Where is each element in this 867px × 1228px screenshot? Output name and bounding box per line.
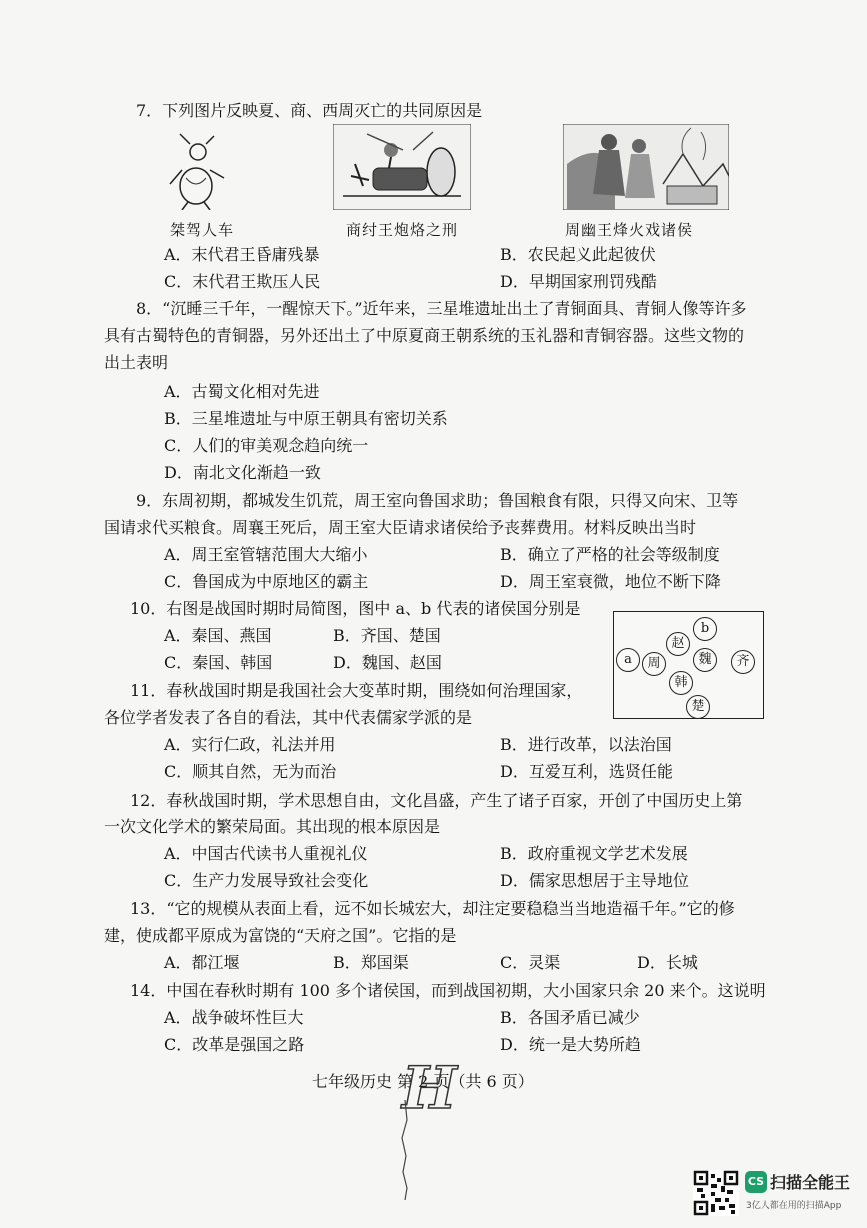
map-state-wei: 魏: [693, 648, 717, 672]
q8-option-c: C．人们的审美观念趋向统一: [164, 436, 369, 455]
q12-stem-line-1: 12．春秋战国时期，学术思想自由，文化昌盛，产生了诸子百家，开创了中国历史上第: [130, 791, 743, 810]
q14-stem: 14．中国在春秋时期有 100 多个诸侯国，而到战国初期，大小国家只余 20 来个。这说明: [130, 981, 766, 1000]
map-state-zhou: 周: [642, 652, 666, 676]
paoluo-punishment-image: [333, 124, 471, 210]
q12-option-d: D．儒家思想居于主导地位: [500, 871, 689, 890]
q12-option-a: A．中国古代读书人重视礼仪: [164, 844, 368, 863]
scanner-tagline: 3亿人都在用的扫描App: [746, 1201, 842, 1211]
q13-stem-line-1: 13．“它的规模从表面上看，远不如长城宏大，却注定要稳稳当当地造福千年。”它的修: [130, 899, 735, 918]
camscanner-logo-icon: CS: [745, 1171, 767, 1193]
map-state-chu: 楚: [686, 695, 710, 719]
q9-stem-line-1: 9．东周初期，都城发生饥荒，周王室向鲁国求助；鲁国粮食有限，只得又向宋、卫等: [136, 491, 739, 510]
q13-stem-line-2: 建，使成都平原成为富饶的“天府之国”。它指的是: [104, 926, 457, 945]
q13-option-c: C．灵渠: [500, 953, 561, 972]
map-state-b: b: [693, 617, 717, 641]
q7-caption-1: 桀驾人车: [170, 221, 235, 239]
jie-chariot-image: [160, 128, 232, 210]
q11-option-d: D．互爱互利，选贤任能: [500, 762, 673, 781]
q7-option-c: C．末代君王欺压人民: [164, 272, 321, 291]
q11-stem-line-1: 11．春秋战国时期是我国社会大变革时期，围绕如何治理国家，: [130, 681, 583, 700]
paper-crease-mark: [395, 1100, 415, 1200]
watermark-letter: H: [402, 1054, 457, 1122]
q13-option-d: D．长城: [637, 953, 698, 972]
qr-code-icon: [693, 1170, 739, 1216]
q7-option-a: A．末代君王昏庸残暴: [164, 245, 320, 264]
q8-option-a: A．古蜀文化相对先进: [164, 382, 320, 401]
q8-stem-line-1: 8．“沉睡三千年，一醒惊天下。”近年来，三星堆遗址出土了青铜面具、青铜人像等许多: [136, 299, 747, 318]
map-state-han: 韩: [669, 671, 693, 695]
q10-option-a: A．秦国、燕国: [164, 626, 272, 645]
q9-option-b: B．确立了严格的社会等级制度: [500, 545, 720, 564]
q8-stem-line-2: 具有古蜀特色的青铜器，另外还出土了中原夏商王朝系统的玉礼器和青铜容器。这些文物的: [104, 326, 745, 345]
q14-option-c: C．改革是强国之路: [164, 1035, 305, 1054]
q14-option-b: B．各国矛盾已减少: [500, 1008, 640, 1027]
warring-states-map: [613, 611, 764, 719]
q11-option-a: A．实行仁政，礼法并用: [164, 735, 336, 754]
scanner-brand: 扫描全能王: [770, 1173, 851, 1192]
q10-option-b: B．齐国、楚国: [333, 626, 441, 645]
q11-stem-line-2: 各位学者发表了各自的看法，其中代表儒家学派的是: [104, 708, 473, 727]
q13-option-b: B．郑国渠: [333, 953, 409, 972]
beacon-fire-image: [563, 124, 729, 210]
q7-option-d: D．早期国家刑罚残酷: [500, 272, 657, 291]
q11-option-b: B．进行改革，以法治国: [500, 735, 672, 754]
q9-option-a: A．周王室管辖范围大大缩小: [164, 545, 368, 564]
q10-option-c: C．秦国、韩国: [164, 653, 273, 672]
map-state-zhao: 赵: [666, 632, 690, 656]
q10-option-d: D．魏国、赵国: [333, 653, 442, 672]
q8-option-d: D．南北文化渐趋一致: [164, 463, 321, 482]
page-footer: 七年级历史 第 2 页（共 6 页）: [312, 1072, 534, 1091]
q7-caption-3: 周幽王烽火戏诸侯: [565, 221, 694, 239]
q7-stem: 7．下列图片反映夏、商、西周灭亡的共同原因是: [136, 101, 483, 120]
map-state-qi: 齐: [731, 650, 755, 674]
q14-option-d: D．统一是大势所趋: [500, 1035, 641, 1054]
q9-stem-line-2: 国请求代买粮食。周襄王死后，周王室大臣请求诸侯给予丧葬费用。材料反映出当时: [104, 518, 697, 537]
q8-option-b: B．三星堆遗址与中原王朝具有密切关系: [164, 409, 448, 428]
q8-stem-line-3: 出土表明: [104, 353, 169, 372]
q7-caption-2: 商纣王炮烙之刑: [346, 221, 459, 239]
q9-option-c: C．鲁国成为中原地区的霸主: [164, 572, 369, 591]
q12-option-c: C．生产力发展导致社会变化: [164, 871, 369, 890]
q10-stem: 10．右图是战国时期时局简图，图中 a、b 代表的诸侯国分别是: [130, 599, 581, 618]
q12-stem-line-2: 一次文化学术的繁荣局面。其出现的根本原因是: [104, 817, 441, 836]
q14-option-a: A．战争破坏性巨大: [164, 1008, 304, 1027]
q13-option-a: A．都江堰: [164, 953, 240, 972]
q11-option-c: C．顺其自然，无为而治: [164, 762, 337, 781]
q7-option-b: B．农民起义此起彼伏: [500, 245, 656, 264]
q9-option-d: D．周王室衰微，地位不断下降: [500, 572, 721, 591]
q12-option-b: B．政府重视文学艺术发展: [500, 844, 688, 863]
map-state-a: a: [616, 648, 640, 672]
